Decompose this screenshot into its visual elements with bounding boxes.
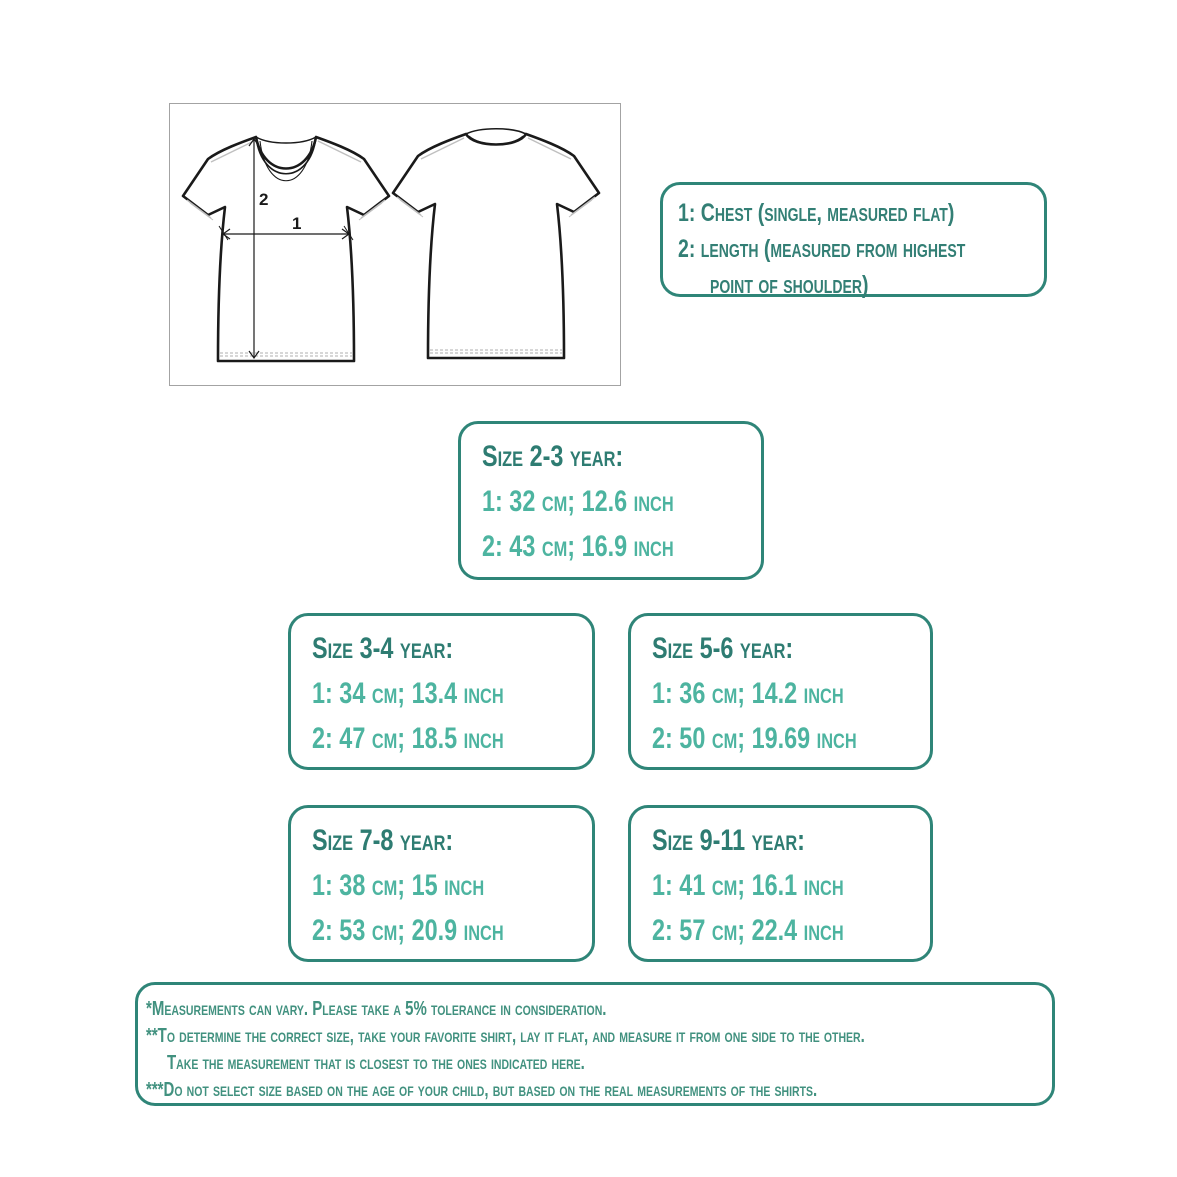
chest-measurement: 1: 41 cm; 16.1 inch bbox=[652, 869, 844, 902]
size-box-5-6-year bbox=[628, 613, 933, 770]
legend-line-length: 2: length (measured from highest bbox=[678, 235, 966, 263]
size-title: Size 5-6 year: bbox=[652, 632, 794, 665]
length-measurement: 2: 53 cm; 20.9 inch bbox=[312, 914, 504, 947]
length-measurement: 2: 57 cm; 22.4 inch bbox=[652, 914, 844, 947]
note-tolerance: *Measurements can vary. Please take a 5% tolerance in consideration. bbox=[146, 998, 607, 1020]
tshirt-diagram bbox=[170, 104, 620, 385]
tshirt-front-drawing bbox=[183, 137, 389, 361]
size-box-2-3-year bbox=[458, 421, 764, 580]
note-age-warning: ***Do not select size based on the age of your child, but based on the real measurements of the shirts. bbox=[146, 1079, 818, 1101]
length-arrow-label: 2 bbox=[259, 190, 269, 209]
size-title: Size 2-3 year: bbox=[482, 440, 624, 473]
size-box-3-4-year bbox=[288, 613, 595, 770]
chest-measurement: 1: 38 cm; 15 inch bbox=[312, 869, 485, 902]
tshirt-back-drawing bbox=[393, 129, 599, 358]
notes-box bbox=[135, 982, 1055, 1106]
size-title: Size 9-11 year: bbox=[652, 824, 805, 857]
length-measurement: 2: 50 cm; 19.69 inch bbox=[652, 722, 857, 755]
note-how-to-measure-wrap: Take the measurement that is closest to the ones indicated here. bbox=[167, 1052, 585, 1074]
size-box-9-11-year bbox=[628, 805, 933, 962]
tshirt-diagram-frame bbox=[169, 103, 621, 386]
chest-arrow-label: 1 bbox=[292, 214, 302, 233]
measurement-legend-box bbox=[660, 182, 1047, 297]
chest-measurement: 1: 36 cm; 14.2 inch bbox=[652, 677, 844, 710]
size-title: Size 7-8 year: bbox=[312, 824, 454, 857]
legend-line-chest: 1: Chest (single, measured flat) bbox=[678, 199, 955, 227]
chest-measurement: 1: 32 cm; 12.6 inch bbox=[482, 485, 674, 518]
legend-line-length-wrap: point of shoulder) bbox=[710, 271, 869, 299]
chest-measurement: 1: 34 cm; 13.4 inch bbox=[312, 677, 504, 710]
note-how-to-measure: **To determine the correct size, take your favorite shirt, lay it flat, and measure it from one side to the other. bbox=[146, 1025, 865, 1047]
length-measurement: 2: 47 cm; 18.5 inch bbox=[312, 722, 504, 755]
length-measurement: 2: 43 cm; 16.9 inch bbox=[482, 530, 674, 563]
size-box-7-8-year bbox=[288, 805, 595, 962]
size-title: Size 3-4 year: bbox=[312, 632, 454, 665]
